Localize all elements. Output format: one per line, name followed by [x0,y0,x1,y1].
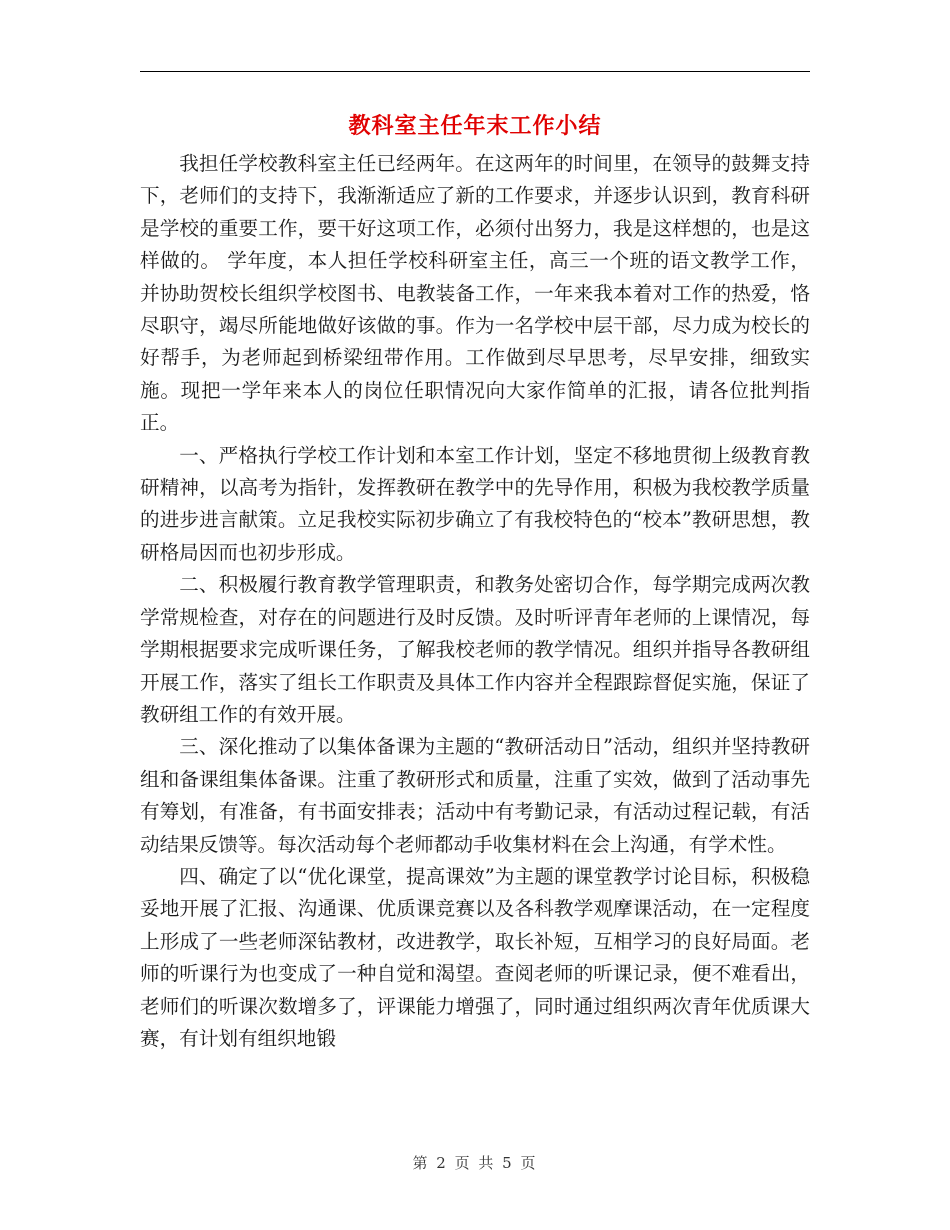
paragraph-section-2: 二、积极履行教育教学管理职责，和教务处密切合作，每学期完成两次教学常规检查，对存在的问题进行及时反馈。及时听评青年老师的上课情况，每学期根据要求完成听课任务，了解我校老师的教学情况。组织并指导各教研组开展工作，落实了组长工作职责及具体工作内容并全程跟踪督促实施，保证了教研组工作的有效开展。 [140,573,810,726]
paragraph-section-4: 四、确定了以“优化课堂，提高课效”为主题的课堂教学讨论目标，积极稳妥地开展了汇报、沟通课、优质课竞赛以及各科教学观摩课活动，在一定程度上形成了一些老师深钻教材，改进教学，取长补短，互相学习的良好局面。老师的听课行为也变成了一种自觉和渴望。查阅老师的听课记录，便不难看出，老师们的听课次数增多了，评课能力增强了，同时通过组织两次青年优质课大赛，有计划有组织地锻 [140,864,810,1050]
paragraph-section-3: 三、深化推动了以集体备课为主题的“教研活动日”活动，组织并坚持教研组和备课组集体备课。注重了教研形式和质量，注重了实效，做到了活动事先有筹划，有准备，有书面安排表；活动中有考勤记录，有活动过程记载，有活动结果反馈等。每次活动每个老师都动手收集材料在会上沟通，有学术性。 [140,735,810,856]
paragraph-intro: 我担任学校教科室主任已经两年。在这两年的时间里，在领导的鼓舞支持下，老师们的支持下，我渐渐适应了新的工作要求，并逐步认识到，教育科研是学校的重要工作，要干好这项工作，必须付出努力，我是这样想的，也是这样做的。 学年度，本人担任学校科研室主任，高三一个班的语文教学工作，并协助贺校长组织学校图书、电教装备工作，一年来我本着对工作的热爱，恪尽职守，竭尽所能地做好该做的事。作为一名学校中层干部，尽力成为校长的好帮手，为老师起到桥梁纽带作用。工作做到尽早思考，尽早安排，细致实施。现把一学年来本人的岗位任职情况向大家作简单的汇报，请各位批判指正。 [140,152,810,435]
page-number: 第 2 页 共 5 页 [412,1154,538,1172]
header-rule [140,71,810,72]
paragraph-section-1: 一、严格执行学校工作计划和本室工作计划，坚定不移地贯彻上级教育教研精神，以高考为指针，发挥教研在教学中的先导作用，积极为我校教学质量的进步进言献策。立足我校实际初步确立了有我校特色的“校本”教研思想，教研格局因而也初步形成。 [140,443,810,564]
document-body [140,148,810,1055]
document-title: 教科室主任年末工作小结 [348,113,602,139]
